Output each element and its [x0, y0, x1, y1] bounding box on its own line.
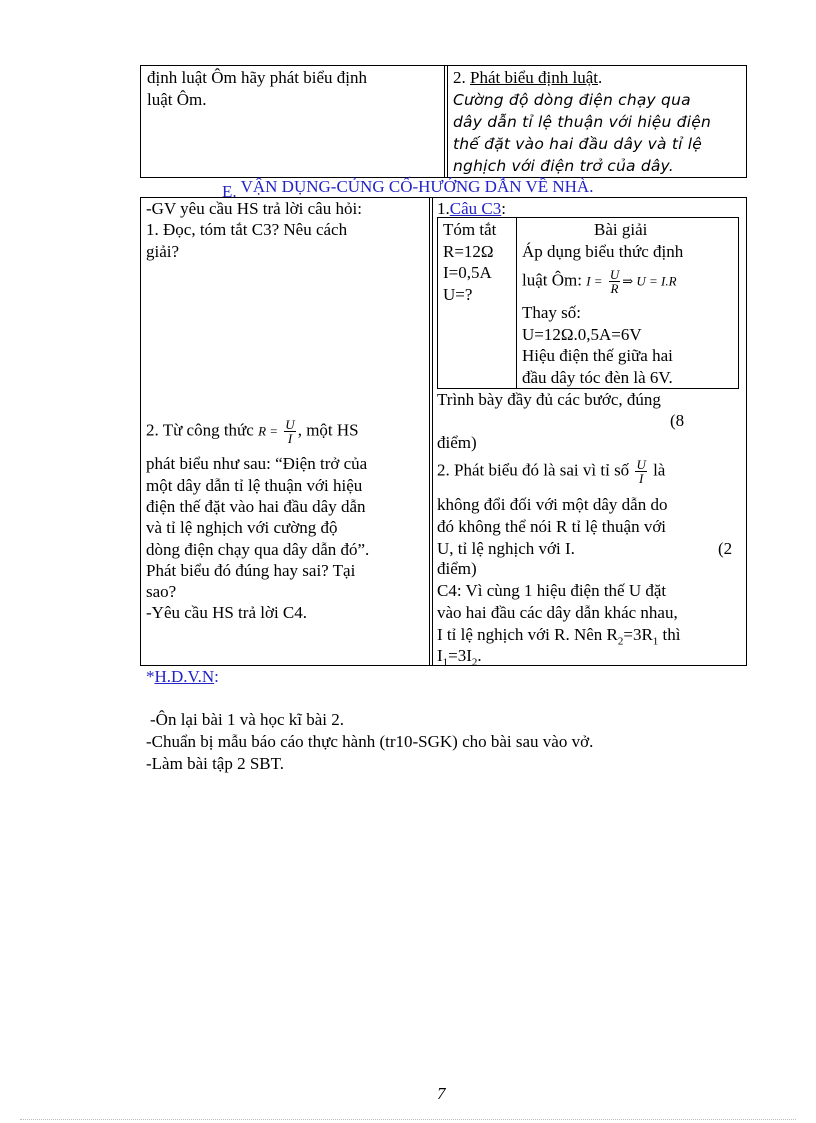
answer-2-formula-line	[437, 458, 665, 485]
ohm-formula-rhs: ⇒ U = I.R	[622, 273, 677, 289]
c4-request-line: -Yêu cầu HS trả lời C4.	[146, 603, 308, 622]
hdvn-title: H.D.V.N	[154, 667, 215, 686]
question-2-line-5: dòng điện chạy qua dây dẫn đó”.	[146, 540, 370, 559]
hdvn-colon: :	[214, 667, 219, 686]
answer-2-points: (2	[718, 539, 733, 558]
question-2-line-3: điện thế đặt vào hai đầu dây dẫn	[146, 497, 366, 516]
solution-formula-line	[522, 268, 677, 295]
c4-line-4-sub-1: 1	[442, 656, 449, 669]
top-left-line-2: luật Ôm.	[147, 90, 207, 109]
question-2-line-7: sao?	[146, 582, 177, 601]
question-1-line-2: giải?	[146, 242, 180, 261]
answer-2-suffix: là	[653, 460, 666, 480]
grading-points: (8	[670, 411, 685, 430]
top-left-line-1: định luật Ôm hãy phát biểu định	[147, 68, 368, 87]
ohm-formula-lhs: I =	[586, 273, 603, 289]
question-2-line-2: một dây dẫn tỉ lệ thuận với hiệu	[146, 476, 363, 495]
question-2-line-1: phát biểu như sau: “Điện trở của	[146, 454, 368, 473]
law-statement-line-1: Cường độ dòng điện chạy qua	[453, 91, 691, 109]
answer-2-points-end: điểm)	[437, 559, 477, 578]
hdvn-item-2: -Chuẩn bị mẫu báo cáo thực hành (tr10-SGK) cho bài sau vào vở.	[146, 732, 594, 751]
c4-line-3-sub-1: 2	[617, 635, 624, 648]
grading-line-2: điểm)	[437, 433, 477, 452]
law-statement-line-4: nghịch với điện trở của dây.	[453, 157, 674, 175]
summary-line-u: U=?	[443, 285, 473, 304]
c4-answer-line-4	[437, 645, 482, 673]
question-2-formula-fraction	[284, 418, 295, 445]
solution-conclusion-2: đầu dây tóc đèn là 6V.	[522, 368, 673, 387]
section-e-heading	[222, 176, 594, 201]
question-2-formula-line	[146, 418, 359, 445]
c3-solution-divider	[516, 217, 517, 389]
section-e-letter: E.	[222, 182, 237, 201]
ohm-formula-fraction	[609, 268, 620, 295]
answer-2-line-2: đó không thể nói R tỉ lệ thuận với	[437, 517, 667, 536]
c4-line-4-c: .	[477, 646, 482, 665]
law-heading	[453, 67, 602, 89]
top-row-divider-2	[447, 65, 448, 178]
gv-question-intro: -GV yêu cầu HS trả lời câu hỏi:	[146, 199, 362, 218]
question-1-line-1: 1. Đọc, tóm tắt C3? Nêu cách	[146, 220, 348, 239]
answer-2-denominator: I	[638, 471, 644, 486]
hdvn-item-1: -Ôn lại bài 1 và học kĩ bài 2.	[150, 710, 345, 729]
solution-substitute: Thay số:	[522, 303, 582, 322]
c4-line-3-c: thì	[658, 625, 681, 644]
question-2-line-4: và tỉ lệ nghịch với cường độ	[146, 518, 338, 537]
question-2-suffix: , một HS	[297, 420, 359, 440]
c3-title: Câu C3	[449, 199, 502, 218]
law-heading-number: 2.	[453, 68, 466, 87]
law-heading-end: .	[597, 68, 603, 87]
main-table-divider	[429, 197, 430, 666]
solution-line-1: Áp dụng biểu thức định	[522, 242, 684, 261]
top-row-divider	[444, 65, 445, 178]
c4-line-4-a: I	[437, 646, 443, 665]
c4-line-4-sub-2: 2	[471, 656, 478, 669]
grading-line-1: Trình bày đầy đủ các bước, đúng	[437, 390, 661, 409]
answer-2-numerator: U	[636, 457, 646, 472]
c4-line-3-a: I tỉ lệ nghịch với R. Nên R	[437, 625, 618, 644]
solution-result: U=12Ω.0,5A=6V	[522, 325, 642, 344]
page-number: 7	[437, 1084, 446, 1103]
question-2-formula-lhs: R =	[258, 423, 279, 439]
solution-title: Bài giải	[594, 220, 648, 239]
hdvn-heading	[146, 666, 219, 688]
law-statement-line-2: dây dẫn tỉ lệ thuận với hiệu điện	[453, 113, 711, 131]
c4-answer-line-1: C4: Vì cùng 1 hiệu điện thế U đặt	[437, 581, 667, 600]
hdvn-item-3: -Làm bài tập 2 SBT.	[146, 754, 285, 773]
summary-line-r: R=12Ω	[443, 242, 494, 261]
c4-line-3-sub-2: 1	[652, 635, 659, 648]
summary-title: Tóm tắt	[443, 220, 497, 239]
answer-2-line-3: U, tỉ lệ nghịch với I.	[437, 539, 575, 558]
c3-colon: :	[501, 199, 506, 218]
law-statement-line-3: thế đặt vào hai đầu dây và tỉ lệ	[453, 135, 703, 153]
main-table-divider-2	[432, 197, 433, 666]
c4-answer-line-2: vào hai đầu các dây dẫn khác nhau,	[437, 603, 678, 622]
ohm-formula-numerator: U	[609, 267, 620, 282]
question-2-formula-denominator: I	[287, 431, 293, 446]
answer-2-fraction	[635, 458, 646, 485]
hdvn-star: *	[146, 667, 155, 686]
answer-2-line-1: không đổi đối với một dây dẫn do	[437, 495, 668, 514]
answer-2-prefix: 2. Phát biểu đó là sai vì tỉ số	[437, 460, 630, 480]
ohm-formula-denominator: R	[610, 281, 619, 296]
solution-conclusion-1: Hiệu điện thế giữa hai	[522, 346, 673, 365]
c4-line-4-b: =3I	[448, 646, 472, 665]
c3-number: 1.	[437, 199, 450, 218]
question-2-formula-numerator: U	[285, 417, 295, 432]
solution-line-2-prefix: luật Ôm:	[522, 270, 582, 290]
c4-line-3-b: =3R	[623, 625, 653, 644]
page-bottom-border	[20, 1119, 796, 1120]
section-e-title: VẬN DỤNG-CỦNG CỐ-HƯỚNG DẪN VỀ NHÀ.	[240, 177, 594, 196]
question-2-prefix: 2. Từ công thức	[146, 420, 254, 440]
question-2-line-6: Phát biểu đó đúng hay sai? Tại	[146, 561, 356, 580]
law-heading-title: Phát biểu định luật	[470, 68, 598, 87]
summary-line-i: I=0,5A	[443, 263, 492, 282]
